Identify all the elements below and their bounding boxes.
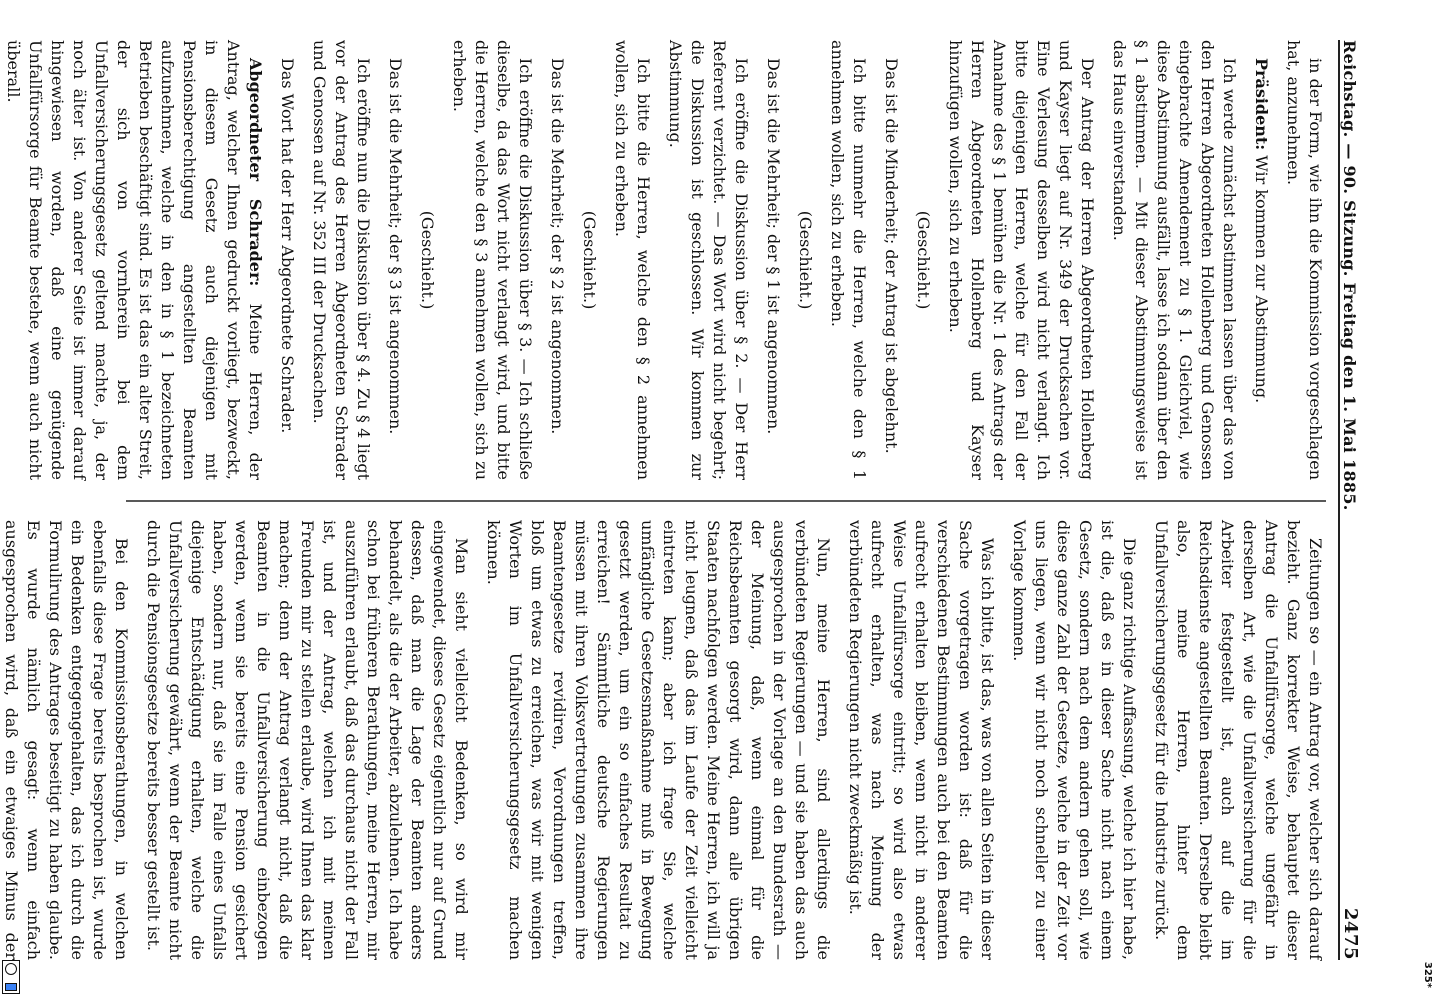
- left_column-paragraph: [384, 40, 406, 480]
- logo-bar-icon: [5, 983, 17, 991]
- left_column-text: in der Form, wie ihn die Kommission vorgeschlagen hat, anzunehmen.: [1284, 40, 1325, 480]
- left_column-text: Ich bitte die Herren, welche den § 2 annehmen wollen, sich zu erheben.: [612, 40, 653, 480]
- left_column-text: Das ist die Mehrheit; der § 3 ist angenommen.: [386, 58, 405, 435]
- left_column-paragraph: [308, 40, 374, 480]
- left_column-paragraph: [794, 40, 816, 480]
- left_column-text: Das ist die Mehrheit; der § 1 ist angenommen.: [764, 58, 783, 435]
- left_column-paragraph: [578, 40, 600, 480]
- left_column-paragraph: [416, 40, 438, 480]
- left_column-stage-direction: (Geschieht.): [580, 210, 599, 310]
- left_column-text: Ich werde zunächst abstimmen lassen über das von den Herren Abgeordneten Hollenberg und Genossen eingebrachte Amendement zu § 1. Gleichviel, wie diese Abstimmung ausfällt, lasse ich sodann über den § 1 abstimmen. — Mit dieser Abstimmungsweise ist das Haus einverstanden.: [1110, 40, 1239, 480]
- right_column-paragraph: [1008, 520, 1140, 960]
- header-page-number: 2475: [1340, 907, 1361, 960]
- left_column-paragraph: [1108, 40, 1240, 480]
- right_column-text: Bei den Kommissionsberathungen, in welchen ebenfalls diese Frage bereits besprochen ist, wurde ein Bedenken entgegengehalten, das ich durch die Formulirung des Antrages beseitigt zu haben glaube. Es wurde nämlich gesagt: wenn einfach ausgesprochen wird, daß ein etwaiges Minus der: [2, 520, 131, 960]
- left_column-paragraph: [1282, 40, 1326, 480]
- left_column-text: Das ist die Minderheit; der Antrag ist abgelehnt.: [882, 58, 901, 454]
- right_column-paragraph: [1150, 520, 1326, 960]
- page-header: [1338, 40, 1378, 960]
- left_column-text: Das Wort hat der Herr Abgeordnete Schrader.: [278, 58, 297, 434]
- left_column-paragraph: [276, 40, 298, 480]
- left_column-speaker: Abgeordneter Schrader:: [246, 58, 265, 287]
- left_column-text: Ich eröffne nun die Diskussion über § 4. Zu § 4 liegt vor der Antrag des Herren Abgeordneten Schrader und Genossen auf Nr. 352 III der Drucksachen.: [310, 40, 373, 480]
- left_column-paragraph: [1250, 40, 1272, 480]
- left_column-paragraph: [610, 40, 654, 480]
- left_column-text: Ich bitte nunmehr die Herren, welche den § 1 annehmen wollen, sich zu erheben.: [828, 40, 869, 480]
- left_column-text: Ich eröffne die Diskussion über § 2. — Der Herr Referent verzichtet. — Das Wort wird nicht begehrt; die Diskussion ist geschlossen. Wir kommen zur Abstimmung.: [666, 40, 751, 480]
- left_column-stage-direction: (Geschieht.): [418, 210, 437, 310]
- logo-circle-icon: [5, 963, 17, 975]
- column-divider: [126, 500, 1326, 502]
- right_column-paragraph: [142, 520, 472, 960]
- left_column-text: Ich eröffne die Diskussion über § 3. — Ich schließe dieselbe, da das Wort nicht verlangt wird, und bitte die Herren, welche den § 3 annehmen wollen, sich zu erheben.: [450, 40, 535, 480]
- page-inner: [2, 40, 1378, 960]
- right-column: [2, 520, 1326, 960]
- right_column-text: Die ganz richtige Auffassung, welche ich hier habe, ist die, daß es in dieser Sache nicht nach einem Gesetz, sondern nach dem andern gehen soll, wie diese ganze Zahl der Gesetze, welche in der Zeit vor uns liegen, wenn wir nicht noch schneller zu einer Vorlage kommen.: [1010, 520, 1139, 960]
- left_column-speaker: Präsident:: [1252, 58, 1271, 151]
- left_column-paragraph: [664, 40, 752, 480]
- left_column-paragraph: [826, 40, 870, 480]
- left_column-paragraph: [2, 40, 266, 480]
- rotated-page: [2, 0, 1426, 1000]
- left_column-text: Der Antrag der Herren Abgeordneten Hollenberg und Kayser liegt auf Nr. 349 der Drucksachen vor. Eine Verlesung desselben wird nicht verlangt. Ich bitte diejenigen Herren, welche für den Fall der Annahme des § 1 bemühen die Nr. 1 des Antrags der Herren Abgeordneten Hollenberg und Kayser hinzufügen wollen, sich zu erheben.: [946, 40, 1097, 480]
- left_column-paragraph: [912, 40, 934, 480]
- left_column-speech-text: Meine Herren, der Antrag, welcher Ihnen gedruckt vorliegt, bezweckt, in diesem Gesetz auch diejenigen mit Pensionsberechtigung angestellten Beamten aufzunehmen, welche in den in § 1 bezeichneten Betrieben beschäftigt sind. Es ist das ein alter Streit, der sich von vornherein bei dem Unfallversicherungsgesetz geltend machte, ja, der noch älter ist. Von anderer Seite ist immer darauf hingewiesen worden, daß eine genügende Unfallfürsorge für Beamte bestehe, wenn auch nicht überall.: [4, 40, 265, 481]
- right_column-text: Nun, meine Herren, sind allerdings die verbündeten Regierungen — und sie haben das auch ausgesprochen in der Vorlage an den Bundesrath — der Meinung, daß, wenn einmal für die Reichsbeamten gesorgt wird, dann alle übrigen Staaten nachfolgen werden. Meine Herren, ich will ja nicht leugnen, daß das im Laufe der Zeit vielleicht eintreten kann; aber ich frage Sie, welche umfängliche Gesetzesmaßnahme muß in Bewegung gesetzt werden, um ein so einfaches Resultat zu erreichen! Sämmtliche deutsche Regierungen müssen mit ihren Volksvertretungen zusammen ihre Beamtengesetze revidiren, Verordnungen treffen, bloß um etwas zu erreichen, was wir mit wenigen Worten im Unfallversicherungsgesetz machen können.: [484, 520, 833, 960]
- right_column-paragraph: [844, 520, 998, 960]
- left_column-stage-direction: (Geschieht.): [796, 210, 815, 310]
- left_column-paragraph: [944, 40, 1098, 480]
- corner-stamp: 325*: [1422, 961, 1433, 988]
- left_column-text: Das ist die Mehrheit; der § 2 ist angenommen.: [548, 58, 567, 435]
- left-column: [4, 40, 1326, 481]
- left_column-paragraph: [546, 40, 568, 480]
- dfg-logo-icon: [2, 960, 20, 994]
- header-left: Reichstag. — 90. Sitzung. Freitag den 1. Mai 1885.: [1340, 40, 1359, 511]
- right_column-text: Zeitungen so — ein Antrag vor, welcher sich darauf bezieht. Ganz korrekter Weise, behauptet dieser Antrag die Unfallfürsorge, welche ungefähr in derselben Art, wie die Unfallversicherung für die Arbeiter festgestellt ist, auch auf die im Reichsdienste angestellten Beamten. Derselbe bleibt also, meine Herren, hinter dem Unfallversicherungsgesetz für die Industrie zurück.: [1152, 520, 1325, 960]
- left_column-paragraph: [762, 40, 784, 480]
- left_column-stage-direction: (Geschieht.): [914, 210, 933, 310]
- two-column-text: [2, 40, 1326, 960]
- left_column-speech-text: Wir kommen zur Abstimmung.: [1252, 150, 1271, 404]
- right_column-text: Was ich bitte, ist das, was von allen Seiten in dieser Sache vorgetragen worden ist: daß für die verschiedenen Bestimmungen auch bei den Beamten aufrecht erhalten bleiben, wenn nicht in anderer Weise Unfallfürsorge eintritt; so wird also etwas aufrecht erhalten, was nach Meinung der verbündeten Regierungen nicht zweckmäßig ist.: [846, 520, 997, 960]
- right_column-text: Man sieht vielleicht Bedenken, so wird mir eingewendet, dieses Gesetz eigentlich nur auf Grund dessen, daß man die Lage der Beamten anders behandelt, als die der Arbeiter, abzulehnen. Ich habe schon bei früheren Berathungen, meine Herren, mir auszuführen erlaubt, daß das durchaus nicht der Fall ist, und der Antrag, welchen ich mit meinen Freunden mir zu stellen erlaube, wird Ihnen das klar machen; denn der Antrag verlangt nicht, daß die Beamten in die Unfallversicherung einbezogen werden, wenn sie bereits eine Pension gesichert haben, sondern nur, daß sie im Falle eines Unfalls diejenige Entschädigung erhalten, welche die Unfallversicherung gewährt, wenn der Beamte nicht durch die Pensionsgesetze bereits besser gestellt ist.: [144, 520, 471, 960]
- left_column-paragraph: [880, 40, 902, 480]
- left-margin-footer: [0, 0, 24, 1000]
- left_column-paragraph: [448, 40, 536, 480]
- right_column-paragraph: [482, 520, 834, 960]
